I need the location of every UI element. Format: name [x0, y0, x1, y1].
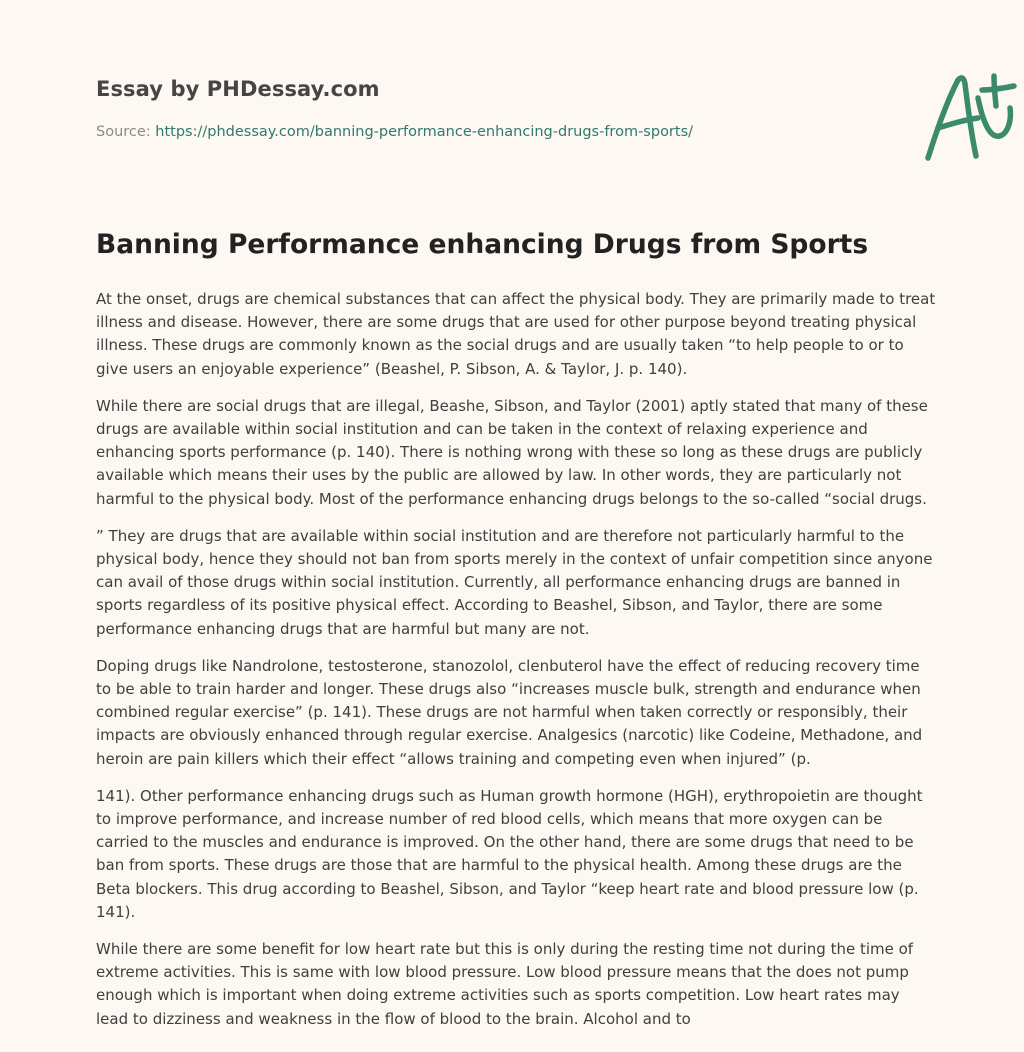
page-header [96, 0, 936, 200]
essay-paragraph: At the onset, drugs are chemical substances that can affect the physical body. They are primarily made to treat illness and disease. However, there are some drugs that are used for other purpose beyond treating physical illness. These drugs are commonly known as the social drugs and are usually taken “to help people to or to give users an enjoyable experience” (Beashel, P. Sibson, A. & Taylor, J. p. 140). [96, 290, 936, 378]
a-plus-logo-icon [916, 68, 1024, 168]
essay-paragraph: While there are some benefit for low heart rate but this is only during the resting time not during the time of extreme activities. This is same with low blood pressure. Low blood pressure means that the does not pump enough which is important when doing extreme activities such as sports competition. Low heart rates may lead to dizziness and weakness in the flow of blood to the brain. Alcohol and to [96, 940, 914, 1028]
source-link[interactable]: https://phdessay.com/banning-performance-enhancing-drugs-from-sports/ [155, 124, 694, 140]
essay-paragraph: 141). Other performance enhancing drugs such as Human growth hormone (HGH), erythropoietin are thought to improve performance, and increase number of red blood cells, which means that more oxygen can be carried to the muscles and endurance is improved. On the other hand, there are some drugs that need to be ban from sports. These drugs are those that are harmful to the physical health. Among these drugs are the Beta blockers. This drug according to Beashel, Sibson, and Taylor “keep heart rate and blood pressure low (p. 141). [96, 786, 923, 921]
essay-paragraph: While there are social drugs that are illegal, Beashe, Sibson, and Taylor (2001) aptly stated that many of these drugs are available within social institution and can be taken in the context of relaxing experience and enhancing sports performance (p. 140). There is nothing wrong with these so long as these drugs are publicly available which means their uses by the public are allowed by law. In other words, they are particularly not harmful to the physical body. Most of the performance enhancing drugs belongs to the so-called “social drugs. [96, 396, 928, 508]
source-line [96, 124, 693, 140]
brand-title: Essay by PHDessay.com [96, 77, 380, 101]
essay-paragraph: Doping drugs like Nandrolone, testosterone, stanozolol, clenbuterol have the effect of reducing recovery time to be able to train harder and longer. These drugs also “increases muscle bulk, strength and endurance when combined regular exercise” (p. 141). These drugs are not harmful when taken correctly or responsibly, their impacts are obviously enhanced through regular exercise. Analgesics (narcotic) like Codeine, Methadone, and heroin are pain killers which their effect “allows training and competing even when injured” (p. [96, 656, 923, 768]
source-label: Source: [96, 124, 156, 140]
essay-paragraph: ” They are drugs that are available within social institution and are therefore not particularly harmful to the physical body, hence they should not ban from sports merely in the context of unfair competition since anyone can avail of those drugs within social institution. Currently, all performance enhancing drugs are banned in sports regardless of its positive physical effect. According to Beashel, Sibson, and Taylor, there are some performance enhancing drugs that are harmful but many are not. [96, 526, 933, 638]
essay-content [96, 226, 936, 1045]
essay-title: Banning Performance enhancing Drugs from Sports [96, 229, 869, 260]
